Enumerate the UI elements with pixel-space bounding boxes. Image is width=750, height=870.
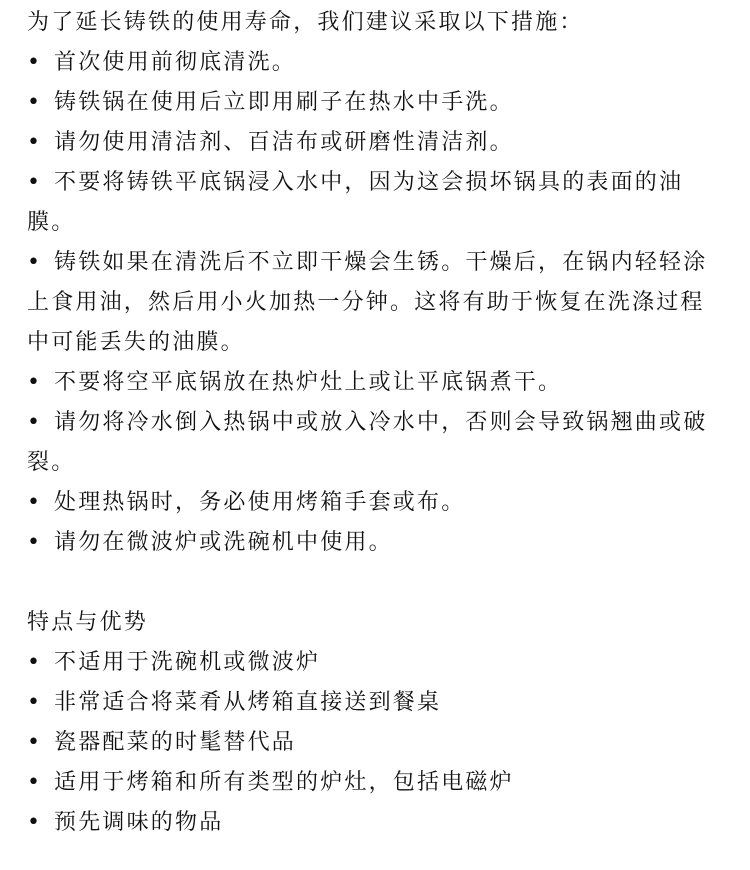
- care-item-text: 请勿在微波炉或洗碗机中使用。: [54, 530, 393, 555]
- care-item-text: 不要将空平底锅放在热炉灶上或让平底锅煮干。: [54, 370, 563, 395]
- care-item-text: 请勿将冷水倒入热锅中或放入冷水中，否则会导致锅翘曲或破裂。: [27, 410, 708, 475]
- features-list: [27, 643, 726, 843]
- care-item-text: 铸铁如果在清洗后不立即干燥会生锈。干燥后，在锅内轻轻涂上食用油，然后用小火加热一分钟。这将有助于恢复在洗涤过程中可能丢失的油膜。: [27, 250, 708, 355]
- bullet-icon: •: [27, 370, 40, 395]
- bullet-icon: •: [27, 730, 40, 755]
- care-item-no-cold-water: [27, 403, 726, 483]
- bullet-icon: •: [27, 250, 40, 275]
- care-item-text: 首次使用前彻底清洗。: [54, 50, 297, 75]
- bullet-icon: •: [27, 770, 40, 795]
- care-list: [27, 43, 726, 563]
- care-item-use-mitts: [27, 483, 726, 523]
- feature-item: [27, 643, 726, 683]
- care-item-no-soaking: [27, 163, 726, 243]
- feature-item-text: 不适用于洗碗机或微波炉: [54, 650, 321, 675]
- bullet-icon: •: [27, 90, 40, 115]
- care-item-hand-wash: [27, 83, 726, 123]
- care-intro: 为了延长铸铁的使用寿命，我们建议采取以下措施：: [27, 10, 584, 35]
- feature-item: [27, 763, 726, 803]
- feature-item-text: 预先调味的物品: [54, 810, 224, 835]
- care-item-dry-and-oil: [27, 243, 726, 363]
- bullet-icon: •: [27, 650, 40, 675]
- feature-item: [27, 683, 726, 723]
- care-item-no-detergent: [27, 123, 726, 163]
- bullet-icon: •: [27, 410, 40, 435]
- care-item-no-microwave-dishwasher: [27, 523, 726, 563]
- features-title: 特点与优势: [27, 610, 149, 635]
- care-item-text: 不要将铸铁平底锅浸入水中，因为这会损坏锅具的表面的油膜。: [27, 170, 684, 235]
- bullet-icon: •: [27, 170, 40, 195]
- section-spacer: [27, 563, 726, 603]
- feature-item-text: 非常适合将菜肴从烤箱直接送到餐桌: [54, 690, 442, 715]
- feature-item: [27, 803, 726, 843]
- feature-item-text: 适用于烤箱和所有类型的炉灶，包括电磁炉: [54, 770, 514, 795]
- bullet-icon: •: [27, 130, 40, 155]
- feature-item: [27, 723, 726, 763]
- care-item-text: 请勿使用清洁剂、百洁布或研磨性清洁剂。: [54, 130, 514, 155]
- care-item-no-empty-heating: [27, 363, 726, 403]
- feature-item-text: 瓷器配菜的时髦替代品: [54, 730, 297, 755]
- bullet-icon: •: [27, 690, 40, 715]
- care-item-text: 铸铁锅在使用后立即用刷子在热水中手洗。: [54, 90, 514, 115]
- care-item-first-wash: [27, 43, 726, 83]
- bullet-icon: •: [27, 50, 40, 75]
- care-item-text: 处理热锅时，务必使用烤箱手套或布。: [54, 490, 466, 515]
- bullet-icon: •: [27, 810, 40, 835]
- bullet-icon: •: [27, 490, 40, 515]
- bullet-icon: •: [27, 530, 40, 555]
